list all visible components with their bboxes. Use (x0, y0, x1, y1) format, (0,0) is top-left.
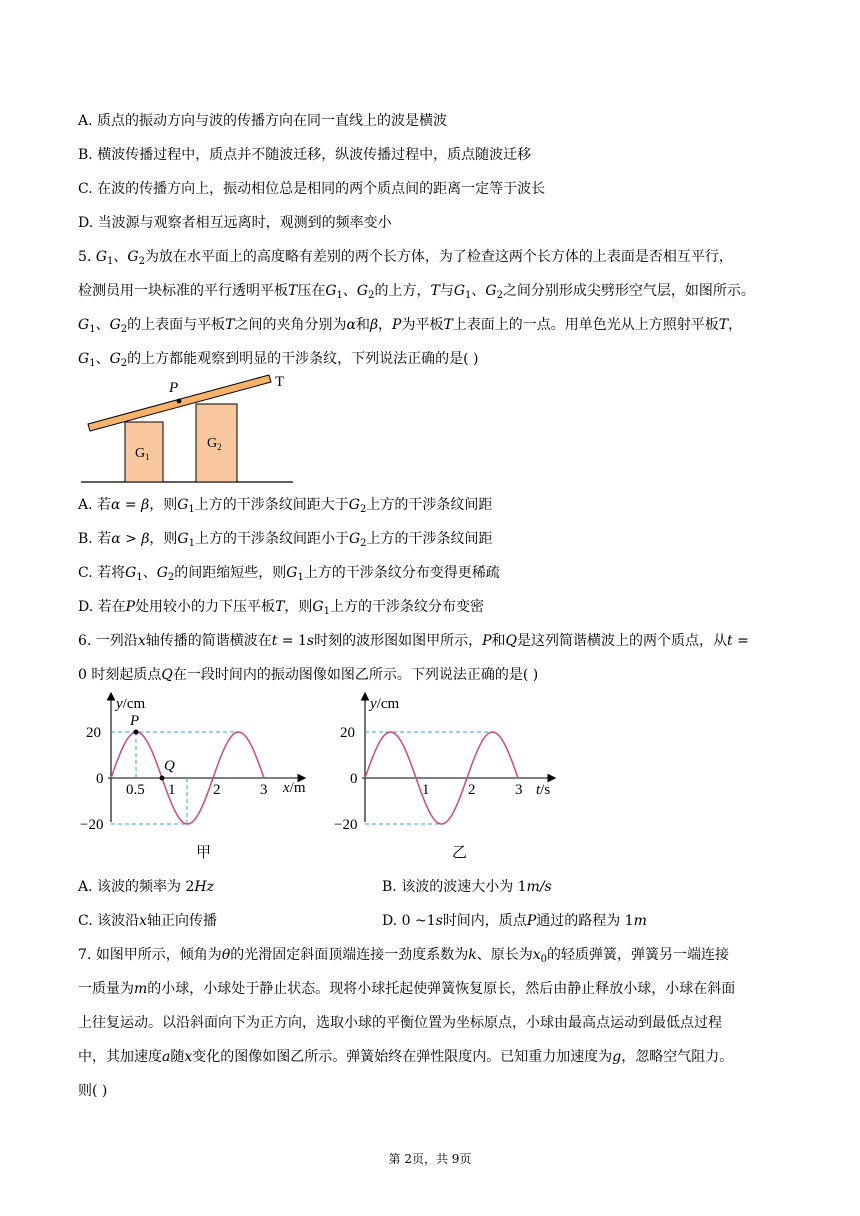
q5-option-c: C. 若将$G_1$、$G_2$的间距缩短些，则$G_1$上方的干涉条纹分布变得更稀疏 (78, 565, 500, 583)
q7-stem-line-2: 一质量为m的小球，小球处于静止状态。现将小球托起使弹簧恢复原长，然后由静止释放小球，小球在斜面 (78, 981, 736, 997)
tick-y-0: 0 (350, 771, 358, 787)
label-p: P (169, 380, 179, 396)
label-q: Q (164, 758, 175, 774)
tick-y-neg20: −20 (80, 817, 104, 833)
q5-option-b: B. 若α > β，则$G_1$上方的干涉条纹间距小于$G_2$上方的干涉条纹间距 (78, 531, 493, 549)
q6-figure-wave (78, 690, 323, 870)
tick-x-3: 3 (260, 782, 268, 798)
q4-option-a: A. 质点的振动方向与波的传播方向在同一直线上的波是横波 (78, 113, 448, 129)
tick-t-3: 3 (515, 782, 523, 798)
point-q (160, 776, 165, 781)
label-g1: $G_1$ (135, 446, 150, 462)
tick-y-neg20: −20 (334, 817, 358, 833)
y-axis-label: y/cm (370, 696, 400, 712)
q6-option-a: A. 该波的频率为 2Hz (78, 879, 214, 895)
point-p (134, 730, 139, 735)
caption-yi: 乙 (452, 845, 468, 861)
label-p: P (130, 713, 140, 729)
q7-stem-line-4: 中，其加速度a随x变化的图像如图乙所示。弹簧始终在弹性限度内。已知重力加速度为g，忽略空气阻力。 (78, 1049, 734, 1065)
q5-option-a: A. 若α = β，则$G_1$上方的干涉条纹间距大于$G_2$上方的干涉条纹间距 (78, 497, 493, 515)
q5-option-d: D. 若在P处用较小的力下压平板T，则$G_1$上方的干涉条纹分布变密 (78, 599, 484, 617)
q5-stem-line-2: 检测员用一块标准的平行透明平板T压在$G_1$、$G_2$的上方，T与$G_1$、$G_2$之间分别形成尖劈形空气层，如图所示。 (78, 283, 755, 301)
q5-stem-line-1: 5. $G_1$、$G_2$为放在水平面上的高度略有差别的两个长方体，为了检查这两个长方体的上表面是否相互平行， (78, 249, 733, 267)
tick-y-20: 20 (86, 725, 101, 741)
tick-y-0: 0 (96, 771, 104, 787)
q4-option-c: C. 在波的传播方向上，振动相位总是相同的两个质点间的距离一定等于波长 (78, 181, 546, 197)
label-t: T (275, 374, 285, 390)
q7-stem-line-3: 上往复运动。以沿斜面向下为正方向，选取小球的平衡位置为坐标原点，小球由最高点运动到最低点过程 (78, 1015, 722, 1031)
q7-stem-line-5: 则( ) (78, 1083, 108, 1099)
x-axis-label: t/s (536, 782, 551, 798)
tick-t-1: 1 (422, 782, 430, 798)
q6-option-c: C. 该波沿x轴正向传播 (78, 913, 218, 929)
q6-option-d: D. 0 ~1s时间内，质点P通过的路程为 1m (382, 913, 647, 929)
q4-option-d: D. 当波源与观察者相互远离时，观测到的频率变小 (78, 215, 392, 231)
label-g2: $G_2$ (207, 436, 222, 452)
tick-x-05: 0.5 (126, 782, 145, 798)
q6-stem-line-2: 0 时刻起质点Q在一段时间内的振动图像如图乙所示。下列说法正确的是( ) (78, 667, 539, 683)
q5-stem-line-4: $G_1$、$G_2$的上方都能观察到明显的干涉条纹，下列说法正确的是( ) (78, 351, 479, 369)
caption-jia: 甲 (196, 845, 212, 861)
tick-t-2: 2 (468, 782, 476, 798)
tick-y-20: 20 (340, 725, 355, 741)
q7-stem-line-1: 7. 如图甲所示，倾角为θ的光滑固定斜面顶端连接一劲度系数为k、原长为$x_0$的轻质弹簧，弹簧另一端连接 (78, 947, 730, 965)
q6-stem-line-1: 6. 一列沿x轴传播的简谐横波在t = 1s时刻的波形图如图甲所示，P和Q是这列简谐横波上的两个质点，从t = (78, 633, 749, 649)
x-axis-label: x/m (283, 780, 306, 796)
q6-option-b: B. 该波的波速大小为 1m/s (382, 879, 552, 895)
q5-figure-plates (75, 370, 315, 488)
tick-x-1: 1 (168, 782, 176, 798)
y-axis-label: y/cm (116, 696, 146, 712)
tick-x-2: 2 (213, 782, 221, 798)
point-p (177, 399, 182, 404)
q6-figure-vibration (332, 690, 567, 870)
q4-option-b: B. 横波传播过程中，质点并不随波迁移，纵波传播过程中，质点随波迁移 (78, 147, 532, 163)
page-footer: 第 2页，共 9页 (388, 1152, 472, 1166)
q5-stem-line-3: $G_1$、$G_2$的上表面与平板T之间的夹角分别为α和β，P为平板T上表面上的一点。用单色光从上方照射平板T， (78, 317, 743, 335)
